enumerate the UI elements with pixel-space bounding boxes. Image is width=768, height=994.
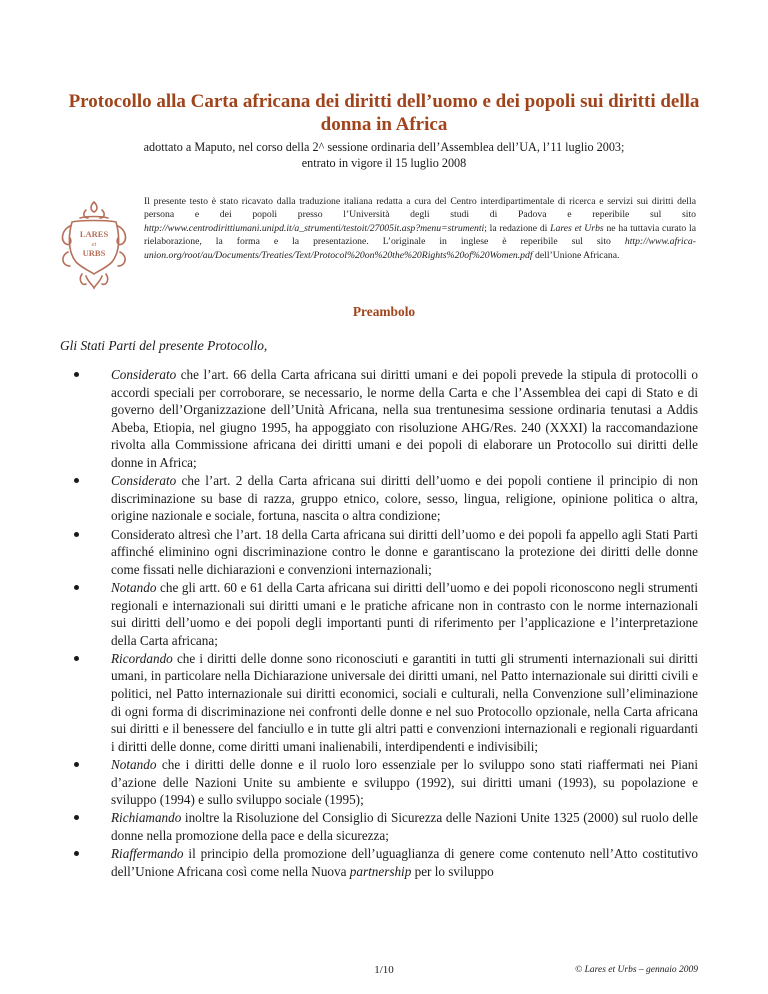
item-text-tail: per lo sviluppo <box>411 863 494 879</box>
bullet-icon <box>74 762 79 767</box>
note-publication: Lares et Urbs <box>550 222 604 234</box>
bullet-icon <box>74 585 79 590</box>
lares-et-urbs-logo <box>56 196 132 292</box>
document-subtitle <box>60 139 708 171</box>
bullet-icon <box>74 532 79 537</box>
preamble-list <box>60 366 698 881</box>
note-text-2: ; la redazione di <box>484 222 548 234</box>
note-text-1: Il presente testo è stato ricavato dalla traduzione italiana redatta a cura del Centro interdipartimentale di ricerca e servizi sui diritti della persona e dei popoli presso l’Università degli studi di Padova e reperibile sul sito <box>144 196 696 221</box>
preamble-item <box>60 579 698 649</box>
item-text: inoltre la Risoluzione del Consiglio di Sicurezza delle Nazioni Unite 1325 (2000) sul ruolo delle donne nella promozione della pace e della sicurezza; <box>111 810 698 843</box>
copyright: © Lares et Urbs – gennaio 2009 <box>575 965 698 975</box>
preamble-item <box>60 845 698 880</box>
item-lead: Ricordando <box>111 650 173 666</box>
bullet-icon <box>74 656 79 661</box>
logo-text-urbs: URBS <box>82 248 106 258</box>
item-lead: Richiamando <box>111 810 182 826</box>
bullet-icon <box>74 851 79 856</box>
bullet-icon <box>74 815 79 820</box>
item-text: che l’art. 66 della Carta africana sui diritti umani e dei popoli prevede la stipula di protocolli o accordi speciali per corroborare, se necessario, le norme della Carta e che l’Assemblea dei capi di Stato e di governo dell’Organizzazione dell’Unità Africana, nella sua trentunesima sessione ordinaria tenutasi a Addis Abeba, Etiopia, nel giugno 1995, ha appoggiato con risoluzione AHG/Res. 240 (XXXI) la raccomandazione rivolta alla Commissione africana dei diritti umani e dei popoli di elaborare un Protocollo sui diritti delle donne in Africa; <box>111 367 698 470</box>
preamble-item <box>60 756 698 809</box>
item-lead: Riaffermando <box>111 846 184 862</box>
bullet-icon <box>74 478 79 483</box>
item-lead: Considerato <box>111 473 177 489</box>
preamble-item <box>60 809 698 844</box>
logo-text-et: et <box>91 241 97 248</box>
logo-text-lares: LARES <box>79 229 109 239</box>
item-text: il principio della promozione dell’uguaglianza di genere come contenuto nell’Atto costitutivo dell’Unione Africana così come nella Nuova <box>111 846 698 879</box>
item-text: che i diritti delle donne e il ruolo loro essenziale per lo sviluppo sono stati riaffermati nei Piani d’azione delle Nazioni Unite su ambiente e sviluppo (1992), sui diritti umani (1993), su popolazione e sviluppo (1994) e sullo sviluppo sociale (1995); <box>111 757 698 808</box>
item-text: Considerato altresì che l’art. 18 della Carta africana sui diritti dell’uomo e dei popoli fa appello agli Stati Parti affinché eliminino ogni discriminazione contro le donne e garantiscano la protezione dei diritti delle donne come fissati nelle dichiarazioni e convenzioni internazionali; <box>111 526 698 577</box>
preamble-intro: Gli Stati Parti del presente Protocollo, <box>60 338 268 353</box>
note-url-1[interactable]: http://www.centrodirittiumani.unipd.it/a_strumenti/testoit/27005it.asp?menu=strumenti <box>144 222 485 234</box>
preamble-heading: Preambolo <box>352 304 416 319</box>
subtitle-line-1: adottato a Maputo, nel corso della 2^ sessione ordinaria dell’Assemblea dell’UA, l’11 luglio 2003; <box>143 140 625 154</box>
item-text: che gli artt. 60 e 61 della Carta africana sui diritti dell’uomo e dei popoli riconoscono negli strumenti regionali e internazionali sui diritti umani e le pratiche africane non in contrasto con le norme internazionali sui diritti dell’uomo e dei popoli degli importanti punti di riferimento per l’applicazione e l’interpretazione della Carta africana; <box>111 579 698 648</box>
page-number: 1/10 <box>374 964 394 976</box>
document-title: Protocollo alla Carta africana dei diritti dell’uomo e dei popoli sui diritti della donna in Africa <box>68 91 700 135</box>
bullet-icon <box>74 372 79 377</box>
preamble-item <box>60 366 698 472</box>
preamble-item <box>60 472 698 525</box>
note-url-2[interactable]: http://www.africa-union.org/root/au/Documents/Treaties/Text/Protocol%20on%20the%20Rights%20of%20Women.pdf <box>144 236 696 261</box>
item-lead: Considerato <box>111 367 177 382</box>
item-text: che i diritti delle donne sono riconosciuti e garantiti in tutti gli strumenti internazionali sui diritti umani, in particolare nella Dichiarazione universale dei diritti umani, nel Patto internazionale sui diritti civili e politici, nel Patto internazionale sui diritti economici, sociali e culturali, nella Convenzione sull’eliminazione di ogni forma di discriminazione nei confronti delle donne e nel suo Protocollo opzionale, nella Carta africana sui diritti e il benessere del fanciullo e in tutte gli altri patti e convenzioni internazionali e regionali riguardanti i diritti delle donne, come diritti umani inalienabili, interdipendenti e indivisibili; <box>111 650 698 754</box>
note-text-4: dell’Unione Africana. <box>534 249 620 261</box>
preamble-item <box>60 650 698 756</box>
item-emphasis: partnership <box>349 863 412 879</box>
item-text: che l’art. 2 della Carta africana sui diritti dell’uomo e dei popoli contiene il principio di non discriminazione su base di razza, gruppo etnico, colore, sesso, lingua, religione, opinione politica o altra, origine nazionale e sociale, fortuna, nascita o altra condizione; <box>111 473 698 524</box>
item-lead: Notando <box>111 757 157 773</box>
note-text-3: ne ha tuttavia curato la rielaborazione, la forma e la presentazione. L’originale in inglese è reperibile sul sito <box>144 222 696 248</box>
preamble-item <box>60 526 698 579</box>
item-lead: Notando <box>111 579 157 595</box>
subtitle-line-2: entrato in vigore il 15 luglio 2008 <box>301 156 467 170</box>
editorial-note <box>144 195 696 262</box>
